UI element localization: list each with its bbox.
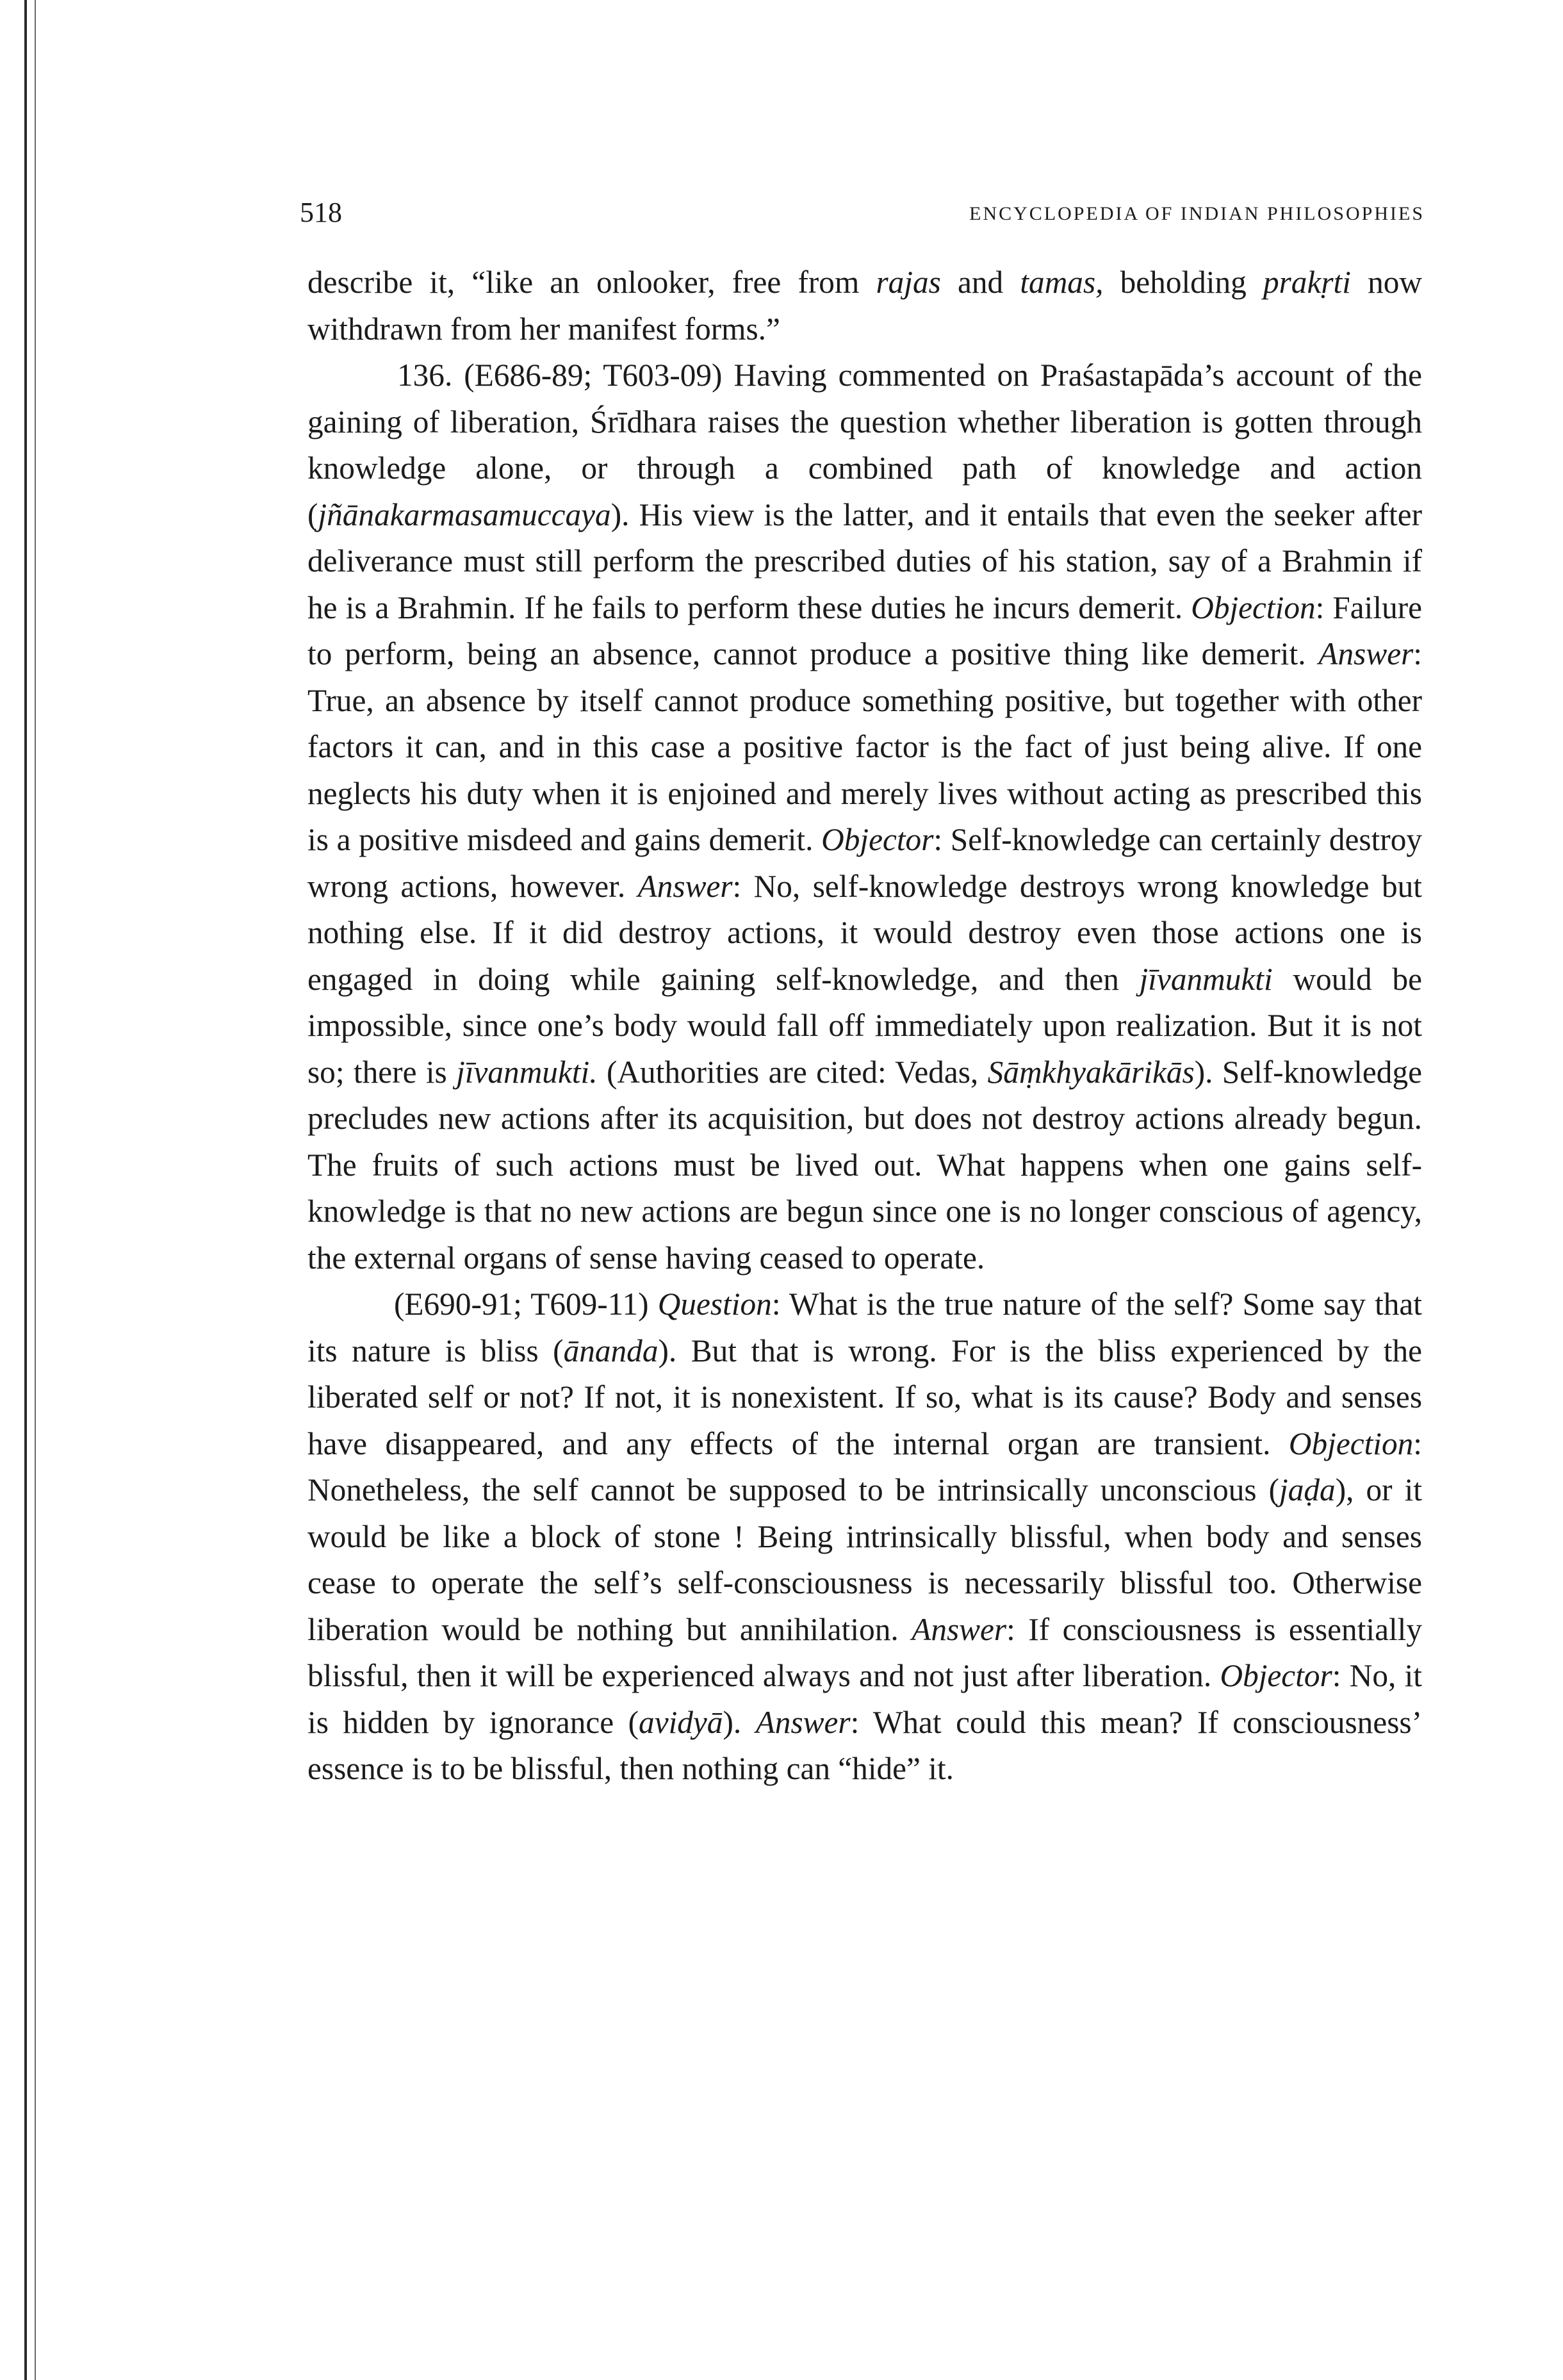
body-text — [307, 259, 1422, 1793]
text-run: ), or it would be like a block of stone ! Being intrinsically blissful, when body and senses cease to operate the self’s self-consciousness is necessarily blissful too. Otherwise liberation would be nothing but annihilation. — [307, 1472, 1422, 1647]
text-run: describe it, “like an onlooker, free from — [307, 265, 876, 300]
paragraph-continuation — [307, 259, 1422, 352]
italic-term: Question — [657, 1286, 772, 1322]
italic-term: Objection — [1288, 1425, 1414, 1461]
text-run: : No, it is hidden by ignorance ( — [307, 1658, 1422, 1740]
text-run: ). But that is wrong. For is the bliss experienced by the liberated self or not? If not, it is nonexistent. If so, what is its cause? Body and senses have disappeared, and any effects of the internal organ are transient. — [307, 1333, 1422, 1461]
italic-term: Answer — [755, 1704, 851, 1740]
text-run: : Failure to perform, being an absence, cannot produce a positive thing like demerit. — [307, 589, 1423, 671]
text-run: ). His view is the latter, and it entails that even the seeker after deliverance must still perform the prescribed duties of his station, say of a Brahmin if he is a Brahmin. If he fails to perform these duties he incurs demerit. — [307, 497, 1422, 625]
italic-term: Objector — [821, 822, 934, 857]
italic-term: Objector — [1220, 1658, 1332, 1693]
italic-term: Answer — [637, 868, 733, 904]
text-run: : True, an absence by itself cannot produce something positive, but together with other factors it can, and in this case a positive factor is the fact of just being alive. If one neglects his duty when it is enjoined and merely lives without acting as prescribed this is a positive misdeed and gains demerit. — [307, 636, 1422, 857]
page-number: 518 — [300, 197, 342, 228]
italic-term: avidyā — [639, 1704, 723, 1740]
italic-term: rajas — [876, 265, 941, 300]
text-run: : Nonetheless, the self cannot be supposed to be intrinsically unconscious ( — [307, 1425, 1422, 1507]
italic-term: jñānakarmasamuccaya — [318, 497, 611, 532]
italic-term: Sāṃkhyakārikās — [987, 1054, 1195, 1090]
text-run: : What is the true nature of the self? Some say that its nature is bliss ( — [307, 1286, 1422, 1368]
text-run: beholding — [1103, 265, 1263, 300]
text-run: (E690-91; T609-11) — [394, 1286, 658, 1322]
text-run: 136. (E686-89; T603-09) Having commented on Praśastapāda’s account of the gaining of liberation, Śrīdhara raises the question whether liberation is gotten through knowledge alone, or through a combined path of knowledge and action ( — [307, 357, 1422, 532]
text-run: would be impossible, since one’s body would fall off immediately upon realization. But it is not so; there is — [307, 961, 1422, 1090]
text-run: : What could this mean? If consciousness’ essence is to be blissful, then nothing can “hide” it. — [307, 1704, 1422, 1786]
scan-binding-edge-inner — [35, 0, 36, 2380]
text-run: ). Self-knowledge precludes new actions after its acquisition, but does not destroy actions already begun. The fruits of such actions must be lived out. What happens when one gains self-knowledge is that no new actions are begun since one is no longer conscious of agency, the external organs of sense having ceased to operate. — [307, 1054, 1422, 1276]
scan-binding-edge — [24, 0, 27, 2380]
text-run: ). — [723, 1704, 756, 1740]
text-run: : Self-knowledge can certainly destroy wrong actions, however. — [307, 822, 1422, 904]
italic-term: jaḍa — [1279, 1472, 1336, 1507]
text-run: : If consciousness is essentially blissful, then it will be experienced always and not just after liberation. — [307, 1611, 1423, 1693]
italic-term: Answer — [912, 1611, 1007, 1647]
italic-term: jīvanmukti — [1139, 961, 1273, 997]
text-run: now withdrawn from her manifest forms.” — [307, 265, 1422, 347]
italic-term: jīvanmukti. — [456, 1054, 598, 1090]
paragraph-136 — [307, 352, 1422, 1281]
paragraph-question — [307, 1281, 1422, 1793]
italic-term: ānanda — [563, 1333, 659, 1368]
text-run: (Authorities are cited: Vedas, — [597, 1054, 988, 1090]
italic-term: Objection — [1191, 589, 1316, 625]
text-run: and — [940, 265, 1020, 300]
running-head: ENCYCLOPEDIA OF INDIAN PHILOSOPHIES — [969, 203, 1425, 224]
italic-term: tamas, — [1020, 265, 1104, 300]
italic-term: Answer — [1318, 636, 1414, 671]
text-run: : No, self-knowledge destroys wrong knowledge but nothing else. If it did destroy actions, it would destroy even those actions one is engaged in doing while gaining self-knowledge, and then — [307, 868, 1422, 997]
italic-term: prakṛti — [1263, 265, 1351, 300]
page-header — [300, 193, 1425, 232]
